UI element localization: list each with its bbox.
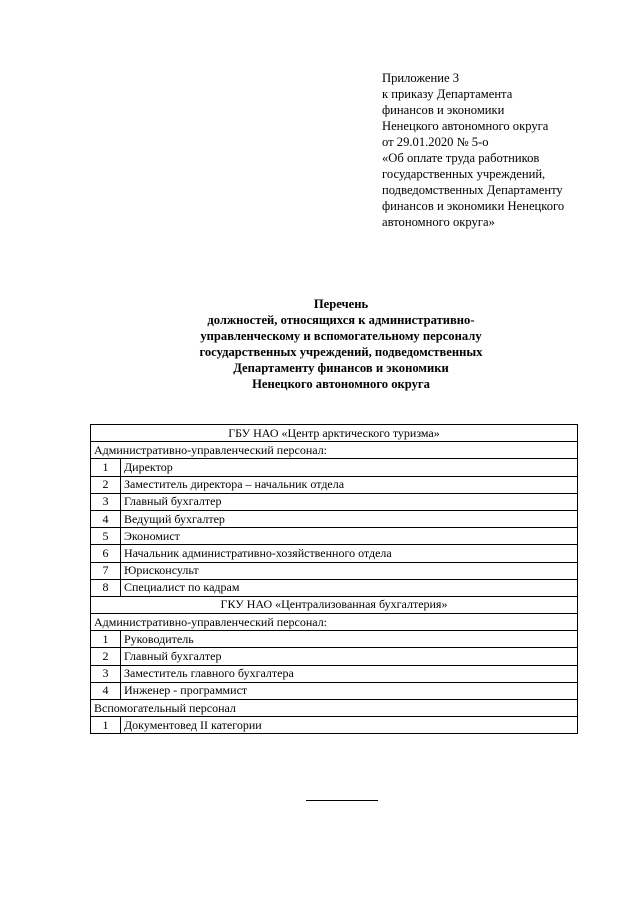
position-title: Заместитель главного бухгалтера <box>121 665 578 682</box>
table-row <box>91 476 578 493</box>
annex-line: Приложение 3 <box>382 71 460 85</box>
table-row <box>91 665 578 682</box>
annex-line: финансов и экономики Ненецкого <box>382 199 565 213</box>
annex-line: подведомственных Департаменту <box>382 183 563 197</box>
annex-line: к приказу Департамента <box>382 87 513 101</box>
position-title: Экономист <box>121 528 578 545</box>
institution-name: ГБУ НАО «Центр арктического туризма» <box>91 425 578 442</box>
table-row <box>91 493 578 510</box>
position-number: 4 <box>91 682 121 699</box>
table-row <box>91 459 578 476</box>
position-title: Директор <box>121 459 578 476</box>
title-line: государственных учреждений, подведомственных <box>199 345 483 359</box>
table-row <box>91 528 578 545</box>
position-number: 3 <box>91 493 121 510</box>
position-number: 1 <box>91 631 121 648</box>
group-row <box>91 614 578 631</box>
position-number: 1 <box>91 459 121 476</box>
group-label: Административно-управленческий персонал: <box>91 614 578 631</box>
position-number: 1 <box>91 717 121 734</box>
annex-line: автономного округа» <box>382 215 495 229</box>
position-number: 7 <box>91 562 121 579</box>
position-number: 6 <box>91 545 121 562</box>
position-title: Документовед II категории <box>121 717 578 734</box>
position-title: Ведущий бухгалтер <box>121 510 578 527</box>
annex-line: государственных учреждений, <box>382 167 546 181</box>
group-row <box>91 700 578 717</box>
annex-line: финансов и экономики <box>382 103 505 117</box>
position-number: 8 <box>91 579 121 596</box>
institution-row <box>91 596 578 613</box>
table-row <box>91 717 578 734</box>
title-line: Департаменту финансов и экономики <box>233 361 449 375</box>
title-line: управленческому и вспомогательному персоналу <box>200 329 482 343</box>
institution-row <box>91 425 578 442</box>
position-title: Инженер - программист <box>121 682 578 699</box>
table-row <box>91 579 578 596</box>
annex-header <box>382 70 607 230</box>
position-title: Юрисконсульт <box>121 562 578 579</box>
institution-name: ГКУ НАО «Централизованная бухгалтерия» <box>91 596 578 613</box>
position-title: Главный бухгалтер <box>121 493 578 510</box>
document-title <box>120 296 562 392</box>
position-number: 2 <box>91 476 121 493</box>
group-row <box>91 442 578 459</box>
table-row <box>91 562 578 579</box>
position-title: Главный бухгалтер <box>121 648 578 665</box>
annex-line: Ненецкого автономного округа <box>382 119 549 133</box>
position-number: 3 <box>91 665 121 682</box>
table-row <box>91 648 578 665</box>
position-number: 2 <box>91 648 121 665</box>
table-row <box>91 631 578 648</box>
annex-line: от 29.01.2020 № 5-о <box>382 135 489 149</box>
position-number: 5 <box>91 528 121 545</box>
positions-table <box>90 424 578 734</box>
title-line: Ненецкого автономного округа <box>252 377 430 391</box>
group-label: Административно-управленческий персонал: <box>91 442 578 459</box>
position-title: Заместитель директора – начальник отдела <box>121 476 578 493</box>
position-title: Специалист по кадрам <box>121 579 578 596</box>
position-title: Руководитель <box>121 631 578 648</box>
title-line: должностей, относящихся к административно- <box>207 313 475 327</box>
title-line: Перечень <box>313 297 369 311</box>
position-number: 4 <box>91 510 121 527</box>
table-row <box>91 682 578 699</box>
group-label: Вспомогательный персонал <box>91 700 578 717</box>
table-row <box>91 510 578 527</box>
position-title: Начальник административно-хозяйственного отдела <box>121 545 578 562</box>
table-row <box>91 545 578 562</box>
annex-line: «Об оплате труда работников <box>382 151 540 165</box>
closing-separator-line <box>306 800 378 801</box>
